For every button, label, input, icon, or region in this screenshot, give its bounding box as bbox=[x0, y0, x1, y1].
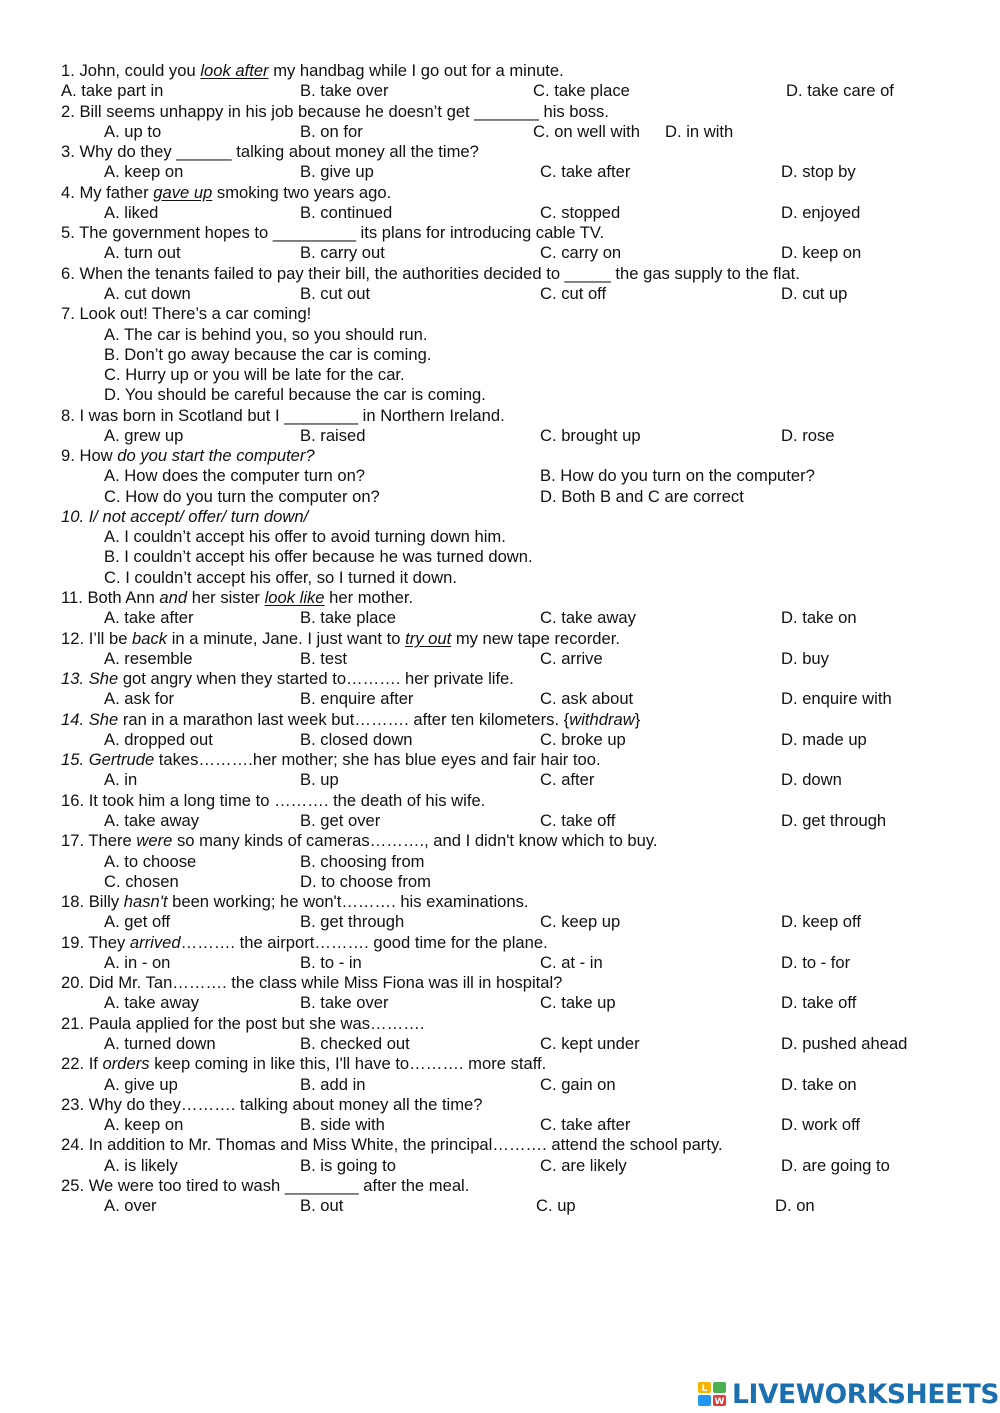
answer-option[interactable]: C. kept under bbox=[540, 1033, 640, 1053]
answer-option[interactable]: A. get off bbox=[104, 912, 171, 932]
answer-option[interactable]: C. take after bbox=[540, 1115, 631, 1135]
answer-option[interactable]: A. turned down bbox=[104, 1033, 216, 1053]
question-number: 25. bbox=[61, 1175, 85, 1195]
question-text: her mother. bbox=[324, 588, 414, 608]
answer-option[interactable]: B. I couldn’t accept his offer because he was turned down. bbox=[104, 547, 533, 567]
answer-option[interactable]: A. cut down bbox=[104, 283, 191, 303]
question-8-stem bbox=[61, 406, 505, 426]
answer-option[interactable]: A. I couldn’t accept his offer to avoid turning down him. bbox=[104, 527, 506, 547]
question-23-stem bbox=[61, 1095, 483, 1115]
answer-option[interactable]: C. chosen bbox=[104, 871, 179, 891]
answer-option[interactable]: A. keep on bbox=[104, 162, 184, 182]
question-17-stem bbox=[61, 831, 658, 851]
answer-option[interactable]: A. grew up bbox=[104, 425, 184, 445]
answer-option[interactable]: B. add in bbox=[300, 1074, 366, 1094]
question-text: John, could you bbox=[74, 61, 201, 80]
answer-option[interactable]: D. pushed ahead bbox=[781, 1033, 908, 1053]
question-text: My father bbox=[74, 182, 154, 202]
question-number: 7. bbox=[61, 304, 75, 324]
question-24-stem bbox=[61, 1135, 723, 1155]
question-text: Both Ann bbox=[82, 588, 160, 608]
answer-option[interactable]: C. keep up bbox=[540, 912, 621, 932]
question-number: 18. bbox=[61, 892, 85, 912]
question-number: 24. bbox=[61, 1135, 85, 1155]
question-text: Why do they ______ talking about money all the time? bbox=[74, 142, 479, 162]
answer-option[interactable]: D. buy bbox=[781, 648, 829, 668]
question-21-stem bbox=[61, 1014, 424, 1034]
answer-option[interactable]: D. to - for bbox=[781, 952, 851, 972]
question-20-stem bbox=[61, 973, 562, 993]
answer-option[interactable]: A. in - on bbox=[104, 952, 171, 972]
question-text: her sister bbox=[187, 588, 265, 608]
answer-option[interactable]: C. up bbox=[536, 1196, 576, 1216]
question-text: back bbox=[132, 628, 168, 648]
answer-option[interactable]: D. made up bbox=[781, 729, 867, 749]
answer-option[interactable]: D. are going to bbox=[781, 1155, 890, 1175]
answer-option[interactable]: A. take part in bbox=[61, 81, 164, 101]
answer-option[interactable]: C. at - in bbox=[540, 952, 603, 972]
question-text: They bbox=[84, 932, 130, 952]
answer-option[interactable]: C. ask about bbox=[540, 689, 634, 709]
answer-option[interactable]: D. on bbox=[775, 1196, 815, 1216]
question-19-stem bbox=[61, 933, 548, 953]
question-text: do you start the computer? bbox=[117, 446, 315, 466]
question-text: try out bbox=[405, 628, 452, 648]
answer-option[interactable]: C. take away bbox=[540, 608, 636, 628]
question-text: If bbox=[84, 1054, 103, 1074]
answer-option[interactable]: B. Don’t go away because the car is coming. bbox=[104, 344, 432, 364]
question-number: 1. bbox=[61, 61, 75, 80]
answer-option[interactable]: D. take on bbox=[781, 608, 857, 628]
question-15-stem bbox=[61, 750, 601, 770]
question-text: been working; he won't………. his examinations. bbox=[167, 892, 529, 912]
question-3-stem bbox=[61, 142, 479, 162]
question-number: 16. bbox=[61, 790, 85, 810]
question-14-stem bbox=[61, 710, 640, 730]
answer-option[interactable]: B. How do you turn on the computer? bbox=[540, 466, 815, 486]
answer-option[interactable]: A. keep on bbox=[104, 1115, 184, 1135]
answer-option[interactable]: B. cut out bbox=[300, 283, 371, 303]
question-text: I’ll be bbox=[84, 628, 133, 648]
question-22-stem bbox=[61, 1054, 546, 1074]
answer-option[interactable]: B. take place bbox=[300, 608, 396, 628]
answer-option[interactable]: B. take over bbox=[300, 993, 389, 1013]
question-text: look after bbox=[200, 61, 269, 80]
answer-option[interactable]: B. continued bbox=[300, 202, 393, 222]
question-number: 21. bbox=[61, 1013, 85, 1033]
answer-option[interactable]: D. take on bbox=[781, 1074, 857, 1094]
answer-option[interactable]: D. to choose from bbox=[300, 871, 431, 891]
answer-option[interactable]: B. get over bbox=[300, 810, 381, 830]
question-number: 20. bbox=[61, 973, 85, 993]
question-number: 2. bbox=[61, 101, 75, 121]
answer-option[interactable]: B. choosing from bbox=[300, 851, 425, 871]
answer-option[interactable]: D. enjoyed bbox=[781, 202, 861, 222]
question-text: She bbox=[84, 669, 119, 689]
answer-option[interactable]: B. enquire after bbox=[300, 689, 414, 709]
question-5-stem bbox=[61, 223, 604, 243]
answer-option[interactable]: D. down bbox=[781, 770, 842, 790]
question-text: Paula applied for the post but she was………. bbox=[84, 1013, 425, 1033]
answer-option[interactable]: B. to - in bbox=[300, 952, 362, 972]
question-9-stem bbox=[61, 446, 315, 466]
answer-option[interactable]: A. in bbox=[104, 770, 138, 790]
question-2-stem bbox=[61, 102, 609, 122]
question-text: gave up bbox=[153, 182, 213, 202]
question-text: The government hopes to _________ its plans for introducing cable TV. bbox=[74, 223, 605, 243]
question-number: 13. bbox=[61, 669, 85, 689]
answer-option[interactable]: D. get through bbox=[781, 810, 887, 830]
question-text: and bbox=[159, 588, 188, 608]
question-text: so many kinds of cameras………., and I didn't know which to buy. bbox=[172, 831, 658, 851]
question-number: 15. bbox=[61, 750, 85, 770]
brand-text: LIVEWORKSHEETS bbox=[732, 1378, 1000, 1410]
question-11-stem bbox=[61, 588, 413, 608]
question-number: 22. bbox=[61, 1054, 85, 1074]
question-text: got angry when they started to………. her private life. bbox=[118, 669, 514, 689]
answer-option[interactable]: A. up to bbox=[104, 121, 162, 141]
question-text: There bbox=[84, 831, 137, 851]
question-text: Look out! There’s a car coming! bbox=[74, 304, 312, 324]
question-number: 8. bbox=[61, 405, 75, 425]
answer-option[interactable]: A. liked bbox=[104, 202, 159, 222]
logo-letter-w: W bbox=[714, 1397, 725, 1407]
answer-option[interactable]: B. checked out bbox=[300, 1033, 410, 1053]
answer-option[interactable]: A. give up bbox=[104, 1074, 178, 1094]
answer-option[interactable]: D. stop by bbox=[781, 162, 856, 182]
answer-option[interactable]: A. over bbox=[104, 1196, 157, 1216]
answer-option[interactable]: A. resemble bbox=[104, 648, 193, 668]
answer-option[interactable]: C. on well with bbox=[533, 121, 640, 141]
question-text: were bbox=[136, 831, 173, 851]
answer-option[interactable]: D. Both B and C are correct bbox=[540, 486, 744, 506]
question-number: 4. bbox=[61, 182, 75, 202]
question-text: In addition to Mr. Thomas and Miss White, the principal………. attend the school party. bbox=[84, 1135, 723, 1155]
question-number: 23. bbox=[61, 1094, 85, 1114]
question-text: smoking two years ago. bbox=[212, 182, 392, 202]
answer-option[interactable]: C. take after bbox=[540, 162, 631, 182]
answer-option[interactable]: C. How do you turn the computer on? bbox=[104, 486, 380, 506]
answer-option[interactable]: C. arrive bbox=[540, 648, 603, 668]
answer-option[interactable]: A. ask for bbox=[104, 689, 175, 709]
answer-option[interactable]: B. up bbox=[300, 770, 339, 790]
question-12-stem bbox=[61, 629, 620, 649]
answer-option[interactable]: D. take care of bbox=[786, 81, 894, 101]
answer-option[interactable]: B. is going to bbox=[300, 1155, 396, 1175]
question-text: Gertrude bbox=[84, 750, 155, 770]
answer-option[interactable]: B. give up bbox=[300, 162, 374, 182]
answer-option[interactable]: D. You should be careful because the car is coming. bbox=[104, 385, 486, 405]
answer-option[interactable]: B. side with bbox=[300, 1115, 385, 1135]
answer-option[interactable]: C. carry on bbox=[540, 243, 622, 263]
answer-option[interactable]: C. stopped bbox=[540, 202, 621, 222]
answer-option[interactable]: B. closed down bbox=[300, 729, 413, 749]
answer-option[interactable]: C. take place bbox=[533, 81, 630, 101]
question-text: Bill seems unhappy in his job because he doesn’t get _______ his boss. bbox=[74, 101, 609, 121]
question-number: 6. bbox=[61, 263, 75, 283]
question-number: 3. bbox=[61, 142, 75, 162]
question-7-stem bbox=[61, 304, 311, 324]
liveworksheets-brand[interactable] bbox=[697, 1378, 999, 1410]
answer-option[interactable]: A. to choose bbox=[104, 851, 197, 871]
answer-option[interactable]: B. carry out bbox=[300, 243, 385, 263]
question-10-stem bbox=[61, 507, 308, 527]
question-text: How bbox=[74, 446, 118, 466]
answer-option[interactable]: C. brought up bbox=[540, 425, 641, 445]
question-text: orders bbox=[102, 1054, 150, 1074]
answer-option[interactable]: D. keep on bbox=[781, 243, 862, 263]
question-text: Billy bbox=[84, 892, 124, 912]
answer-option[interactable]: A. turn out bbox=[104, 243, 181, 263]
question-1-stem bbox=[61, 61, 564, 81]
question-text: hasn't bbox=[123, 892, 168, 912]
question-text: keep coming in like this, I'll have to………. more staff. bbox=[149, 1054, 547, 1074]
answer-option[interactable]: B. take over bbox=[300, 81, 389, 101]
question-6-stem bbox=[61, 264, 800, 284]
question-number: 19. bbox=[61, 932, 85, 952]
question-text: We were too tired to wash ________ after the meal. bbox=[84, 1175, 470, 1195]
answer-option[interactable]: C. cut off bbox=[540, 283, 607, 303]
question-number: 17. bbox=[61, 831, 85, 851]
answer-option[interactable]: A. The car is behind you, so you should run. bbox=[104, 324, 428, 344]
answer-option[interactable]: D. cut up bbox=[781, 283, 848, 303]
answer-option[interactable]: A. is likely bbox=[104, 1155, 178, 1175]
answer-option[interactable]: B. out bbox=[300, 1196, 344, 1216]
question-18-stem bbox=[61, 892, 529, 912]
answer-option[interactable]: B. get through bbox=[300, 912, 405, 932]
answer-option[interactable]: D. enquire with bbox=[781, 689, 892, 709]
question-text: withdraw bbox=[569, 709, 635, 729]
answer-option[interactable]: B. on for bbox=[300, 121, 363, 141]
logo-letter-l: L bbox=[701, 1384, 708, 1394]
answer-option[interactable]: A. take after bbox=[104, 608, 194, 628]
question-text: ………. the airport………. good time for the plane. bbox=[180, 932, 548, 952]
question-text: Did Mr. Tan………. the class while Miss Fiona was ill in hospital? bbox=[84, 973, 563, 993]
question-text: ran in a marathon last week but………. after ten kilometers. { bbox=[118, 709, 570, 729]
question-number: 12. bbox=[61, 628, 85, 648]
answer-option[interactable]: C. broke up bbox=[540, 729, 626, 749]
question-text: Why do they………. talking about money all the time? bbox=[84, 1094, 483, 1114]
answer-option[interactable]: D. rose bbox=[781, 425, 835, 445]
question-number: 5. bbox=[61, 223, 75, 243]
question-16-stem bbox=[61, 791, 485, 811]
question-text: takes……….her mother; she has blue eyes and fair hair too. bbox=[154, 750, 601, 770]
answer-option[interactable]: C. are likely bbox=[540, 1155, 627, 1175]
answer-option[interactable]: C. gain on bbox=[540, 1074, 616, 1094]
liveworksheets-logo-icon bbox=[697, 1379, 729, 1409]
question-text: look like bbox=[264, 588, 325, 608]
answer-option[interactable]: A. take away bbox=[104, 993, 200, 1013]
question-4-stem bbox=[61, 183, 391, 203]
question-text: } bbox=[634, 709, 641, 729]
question-13-stem bbox=[61, 669, 514, 689]
answer-option[interactable]: B. raised bbox=[300, 425, 366, 445]
answer-option[interactable]: C. take up bbox=[540, 993, 616, 1013]
question-text: arrived bbox=[129, 932, 181, 952]
question-number: 14. bbox=[61, 709, 85, 729]
question-text: I/ not accept/ offer/ turn down/ bbox=[84, 506, 309, 526]
answer-option[interactable]: D. keep off bbox=[781, 912, 861, 932]
answer-option[interactable]: C. Hurry up or you will be late for the car. bbox=[104, 365, 405, 385]
answer-option[interactable]: D. work off bbox=[781, 1115, 860, 1135]
answer-option[interactable]: C. take off bbox=[540, 810, 616, 830]
question-text: When the tenants failed to pay their bill, the authorities decided to _____ the gas supply to the flat. bbox=[74, 263, 800, 283]
question-text: my handbag while I go out for a minute. bbox=[268, 61, 564, 80]
answer-option[interactable]: A. How does the computer turn on? bbox=[104, 466, 366, 486]
answer-option[interactable]: A. dropped out bbox=[104, 729, 213, 749]
question-25-stem bbox=[61, 1176, 469, 1196]
question-number: 9. bbox=[61, 446, 75, 466]
question-text: my new tape recorder. bbox=[451, 628, 620, 648]
answer-option[interactable]: B. test bbox=[300, 648, 348, 668]
answer-option[interactable]: D. take off bbox=[781, 993, 857, 1013]
question-text: She bbox=[84, 709, 119, 729]
answer-option[interactable]: C. I couldn’t accept his offer, so I turned it down. bbox=[104, 567, 457, 587]
question-text: I was born in Scotland but I ________ in Northern Ireland. bbox=[74, 405, 505, 425]
question-text: It took him a long time to ………. the death of his wife. bbox=[84, 790, 486, 810]
answer-option[interactable]: A. take away bbox=[104, 810, 200, 830]
question-number: 10. bbox=[61, 506, 85, 526]
answer-option[interactable]: C. after bbox=[540, 770, 595, 790]
question-number: 11. bbox=[61, 588, 83, 608]
question-text: in a minute, Jane. I just want to bbox=[167, 628, 406, 648]
answer-option[interactable]: D. in with bbox=[665, 121, 734, 141]
